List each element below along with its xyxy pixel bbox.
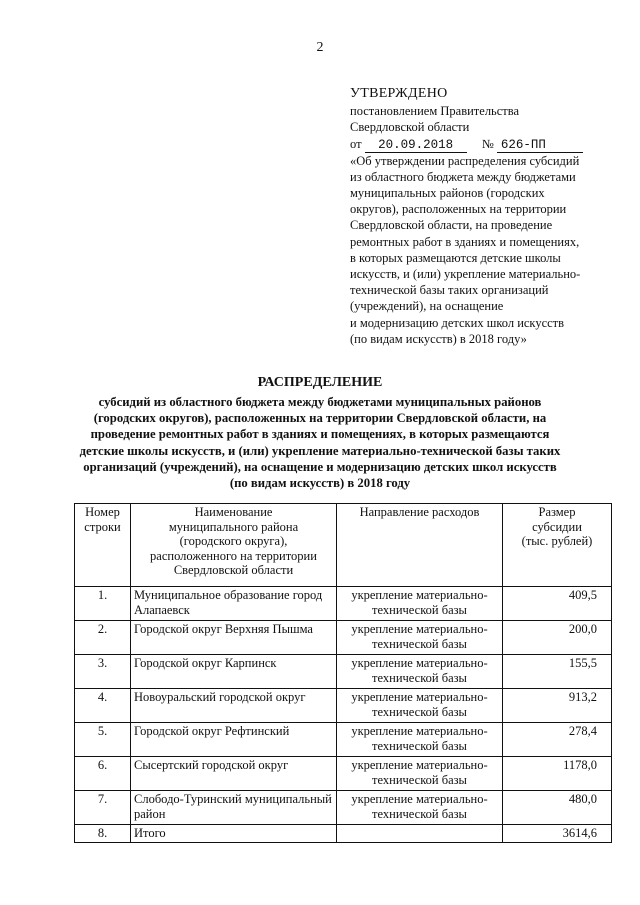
- table-row: [75, 757, 612, 791]
- approval-date-row: [350, 136, 612, 153]
- row-direction: укрепление материально-технической базы: [337, 655, 503, 689]
- row-amount: 278,4: [503, 723, 612, 757]
- row-name: Итого: [131, 825, 337, 843]
- row-amount: 480,0: [503, 791, 612, 825]
- number-label: №: [481, 136, 494, 151]
- row-direction: укрепление материально-технической базы: [337, 621, 503, 655]
- row-direction: укрепление материально-технической базы: [337, 689, 503, 723]
- table-row-total: [75, 825, 612, 843]
- table-row: [75, 655, 612, 689]
- row-num: 8.: [75, 825, 131, 843]
- row-name: Городской округ Рефтинский: [131, 723, 337, 757]
- row-num: 7.: [75, 791, 131, 825]
- row-num: 1.: [75, 587, 131, 621]
- row-name: Городской округ Верхняя Пышма: [131, 621, 337, 655]
- row-amount: 200,0: [503, 621, 612, 655]
- header-amount: Размер субсидии (тыс. рублей): [503, 504, 612, 587]
- row-amount: 913,2: [503, 689, 612, 723]
- approval-line-1: постановлением Правительства: [350, 104, 520, 119]
- distribution-table: [74, 503, 612, 843]
- row-direction: укрепление материально-технической базы: [337, 723, 503, 757]
- row-amount: 155,5: [503, 655, 612, 689]
- row-num: 2.: [75, 621, 131, 655]
- document-subtitle: субсидий из областного бюджета между бюджетами муниципальных районов (городских округов), расположенных на территории Свердловской области, на проведение ремонтных работ в зданиях и помещениях, в которых размещаются детские школы искусств, и (или) укрепление материально-технической базы таких организаций (учреждений), на оснащение и модернизацию детских школ искусств (по видам искусств) в 2018 году: [79, 395, 561, 491]
- table-row: [75, 723, 612, 757]
- table-row: [75, 587, 612, 621]
- header-num: Номер строки: [75, 504, 131, 587]
- row-num: 6.: [75, 757, 131, 791]
- from-label: от: [350, 136, 362, 151]
- row-name: Муниципальное образование город Алапаевск: [131, 587, 337, 621]
- table-header-row: [75, 504, 612, 587]
- approval-block: [350, 86, 612, 347]
- table-row: [75, 791, 612, 825]
- table-row: [75, 621, 612, 655]
- approval-heading: УТВЕРЖДЕНО: [350, 86, 448, 101]
- table-row: [75, 689, 612, 723]
- page-number: 2: [316, 40, 324, 55]
- row-num: 5.: [75, 723, 131, 757]
- row-name: Городской округ Карпинск: [131, 655, 337, 689]
- row-direction: укрепление материально-технической базы: [337, 757, 503, 791]
- row-amount: 1178,0: [503, 757, 612, 791]
- row-direction: укрепление материально-технической базы: [337, 791, 503, 825]
- header-direction: Направление расходов: [337, 504, 503, 587]
- decree-date: 20.09.2018: [365, 138, 467, 153]
- row-amount: 409,5: [503, 587, 612, 621]
- row-name: Слободо-Туринский муниципальный район: [131, 791, 337, 825]
- approval-line-2: Свердловской области: [350, 120, 470, 135]
- row-direction: укрепление материально-технической базы: [337, 587, 503, 621]
- row-name: Новоуральский городской округ: [131, 689, 337, 723]
- decree-number: 626-ПП: [497, 138, 583, 153]
- row-name: Сысертский городской округ: [131, 757, 337, 791]
- row-num: 3.: [75, 655, 131, 689]
- row-num: 4.: [75, 689, 131, 723]
- row-direction: [337, 825, 503, 843]
- document-title: РАСПРЕДЕЛЕНИЕ: [257, 375, 383, 390]
- decree-title: «Об утверждении распределения субсидий из областного бюджета между бюджетами муниципальных районов (городских округов), расположенных на территории Свердловской области, на проведение ремонтных работ в зданиях и помещениях, в которых размещаются детские школы искусств, и (или) укрепление материально- технической базы таких организаций (учреждений), на оснащение и модернизацию детских школ искусств (по видам искусств) в 2018 году»: [350, 153, 581, 346]
- row-amount: 3614,6: [503, 825, 612, 843]
- header-name: Наименование муниципального района (городского округа), расположенного на территории Свердловской области: [131, 504, 337, 587]
